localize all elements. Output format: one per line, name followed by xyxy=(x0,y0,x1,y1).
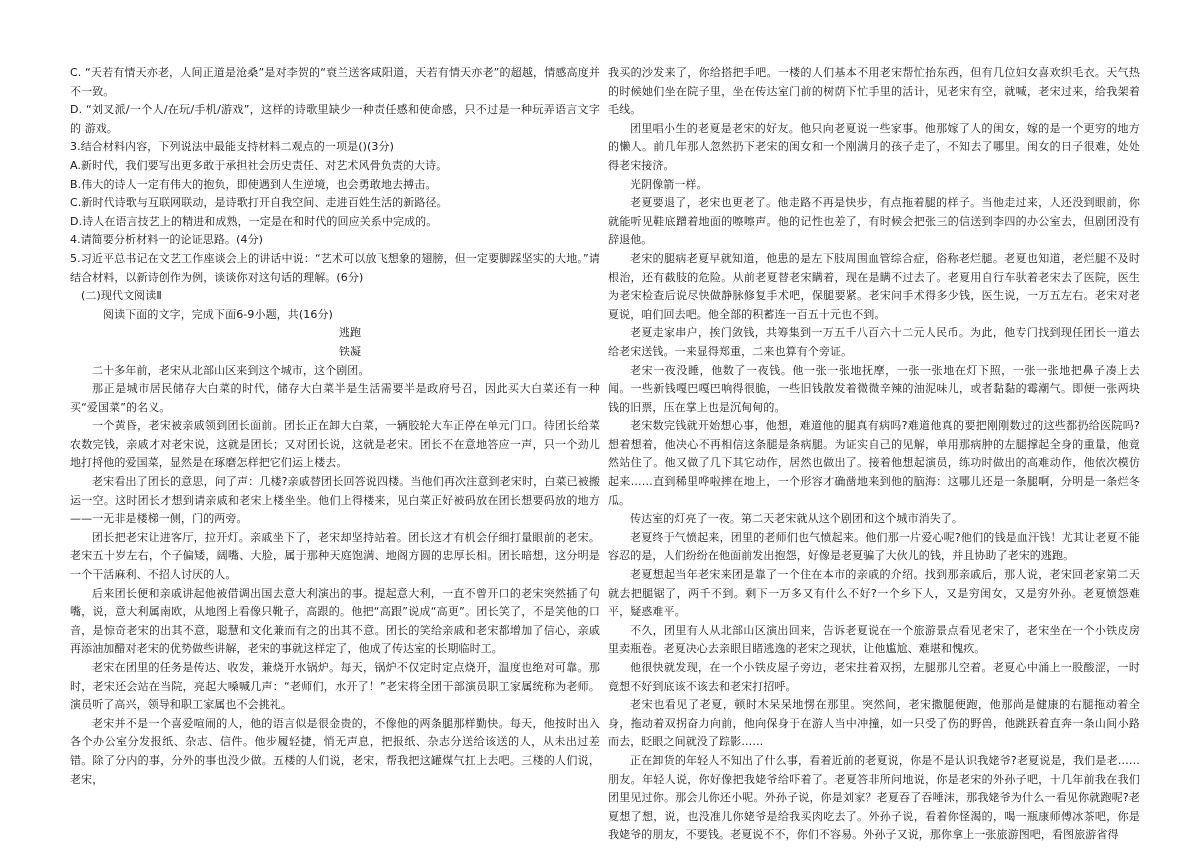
story-paragraph: 不久，团里有人从北部山区演出回来，告诉老夏说在一个旅游景点看见老宋了，老宋坐在一个小铁皮房里卖瓶卷。老夏决心去亲眼目睹逃逸的老宋之现状，让他尴尬、难堪和愧疚。 xyxy=(608,623,1140,656)
question-3-option-a: A.新时代，我们要写出更多敢于承担社会历史责任、对艺术风骨负责的大诗。 xyxy=(70,158,448,172)
question-3-option-b: B.伟大的诗人一定有伟大的抱负，即使遇到人生逆境，也会勇敢地去搏击。 xyxy=(70,177,437,191)
question-3-option-d: D.诗人在语言技艺上的精进和成熟，一定是在和时代的回应关系中完成的。 xyxy=(70,214,438,228)
right-column xyxy=(608,64,1140,845)
story-paragraph: 老宋数完钱就开始想心事，他想，难道他的腿真有病吗?难道他真的要把刚刚数过的这些都扔给医院吗?想着想着，他决心不再相信这条腿是条病腿。为证实自己的见解，单用那病肿的左腿撑起全身的重量，他竟然站住了。他又做了几下其它动作，居然也做出了。接着他想起演员，练功时做出的高难动作，他依次模仿起来……直到稀里哗啦摔在地上，一个形容才确凿地来到他的脑海：这哪儿还是一条腿啊，分明是一条烂冬瓜。 xyxy=(608,419,1140,507)
story-author: 铁凝 xyxy=(338,344,362,358)
story-paragraph: 老宋也看见了老夏，顿时木呆呆地愣在那里。突然间，老宋撒腿便跑，他那尚是健康的右腿拖动着全身，拖动着双拐奋力向前，他向保身于在游人当中冲撞，如一只受了伤的野兽，他跳跃着直奔一条山间小路而去，眨眼之间就没了踪影…… xyxy=(608,698,1140,749)
question-3: 3.结合材料内容，下列说法中最能支持材料二观点的一项是()(3分) xyxy=(70,140,394,154)
story-paragraph: 老夏想起当年老宋来团是靠了一个住在本市的亲戚的介绍。找到那亲戚后，那人说，老宋回老家第二天就去把腿锯了，两千不到。剩下一万多又有什么不好?一个乡下人，又是穷闺女，又是穷外孙。老夏愤怨难平，疑惑难平。 xyxy=(608,568,1140,619)
story-paragraph: 他很快就发现，在一个小铁皮屋子旁边，老宋拄着双拐，左腿那儿空着。老夏心中涌上一股酸涩，一时竟想不好到底该不该去和老宋打招呼。 xyxy=(608,661,1140,693)
story-paragraph: 老夏要退了，老宋也更老了。他走路不再是快步，有点拖着腿的样子。当他走过来，人还没到眼前，你就能听见鞋底蹭着地面的嚓嚓声。他的记性也差了，有时候会把张三的信送到李四的办公室去，但剧团没有辞退他。 xyxy=(608,196,1140,247)
story-paragraph: 后来团长便和亲戚讲起他被借调出国去意大利演出的事。提起意大利，一直不曾开口的老宋突然插了句嘴，说，意大利属南欧，从地图上看像只靴子，高跟的。他把“高跟”说成“高更”。团长笑了，不是笑他的口音，是惊奇老宋的出其不意，聪慧和文化兼而有之的出其不意。团长的笑给亲戚和老宋都增加了信心，亲戚再添油加醋对老宋的优势做些讲解，老宋的事就这样定了，他成了传达室的长期临时工。 xyxy=(70,586,600,656)
story-paragraph: 老宋在团里的任务是传达、收发，兼烧开水锅炉。每天，锅炉不仅定时定点烧开，温度也绝对可靠。那时，老宋还会站在当院，亮起大嗓喊几声：“老师们，水开了！”老宋将全团干部演员职工家属统称为老师。演员听了高兴，领导和职工家属也不会挑礼。 xyxy=(70,661,600,712)
story-title: 逃跑 xyxy=(338,326,362,340)
story-paragraph: 老夏走家串户，挨门敛钱，共筹集到一万五千八百六十二元人民币。为此，他专门找到现任团长一道去给老宋送钱。一来显得郑重，二来也算有个旁证。 xyxy=(608,326,1140,358)
story-paragraph: 老宋一夜没睡，他数了一夜钱。他一张一张地抚摩，一张一张地在灯下照，一张一张地把鼻子凑上去闻。一些新钱嘎巴嘎巴响得很脆，一些旧钱散发着微微辛辣的油泥味儿，或者黏黏的霉潮气。即便一张两块钱的旧票，压在掌上也是沉甸甸的。 xyxy=(608,363,1140,414)
story-paragraph: 二十多年前，老宋从北部山区来到这个城市，这个剧团。 xyxy=(92,363,370,377)
story-paragraph: 传达室的灯亮了一夜。第二天老宋就从这个剧团和这个城市消失了。 xyxy=(630,512,963,526)
question-3-option-c: C.新时代诗歌与互联网联动，是诗歌打开自我空间、走进百姓生活的新路径。 xyxy=(70,196,448,210)
section-heading: (二)现代文阅读Ⅱ xyxy=(81,289,162,303)
story-paragraph: 老夏终于气愤起来，团里的老师们也气愤起来。他们那一片爱心呢?他们的钱是血汗钱！尤其让老夏不能容忍的是，人们纷纷在他面前发出抱怨，好像是老夏骗了大伙儿的钱，并且协助了老宋的逃跑。 xyxy=(608,530,1140,563)
left-column xyxy=(70,64,600,789)
story-paragraph: 团里唱小生的老夏是老宋的好友。他只向老夏说一些家事。他那嫁了人的闺女，嫁的是一个更穷的地方的懒人。前几年那人忽然扔下老宋的闺女和一个刚满月的孩子走了，不知去了哪里。闺女的日子很难，处处得老宋接济。 xyxy=(608,121,1140,172)
story-paragraph: 老宋看出了团长的意思，问了声：几楼?亲戚替团长回答说四楼。当他们再次注意到老宋时，白菜已被搬运一空。这时团长才想到请亲戚和老宋上楼坐坐。他们上得楼来，见白菜正好被码放在团长想要码放的地方——一无非是楼梯一侧，门的两旁。 xyxy=(70,475,600,526)
story-paragraph: 那正是城市居民储存大白菜的时代，储存大白菜半是生活需要半是政府号召，因此买大白菜还有一种买“爱国菜”的名义。 xyxy=(70,382,600,414)
story-paragraph: 光阴像箭一样。 xyxy=(630,177,708,191)
option-d-text: D. “刘叉派/一个人/在玩/手机/游戏”，这样的诗歌里缺少一种责任感和使命感，只不过是一种玩弄语言文字的 游戏。 xyxy=(70,103,600,135)
story-paragraph: 团长把老宋让进客厅，拉开灯。亲戚坐下了，老宋却坚持站着。团长这才有机会仔细打量眼前的老宋。老宋五十岁左右，个子偏矮，阔嘴、大脸，属于那种天庭饱满、地阁方圆的忠厚长相。团长暗想，这分明是一个干活麻利、不招人讨厌的人。 xyxy=(70,530,600,582)
story-paragraph: 老宋并不是一个喜爱喧闹的人，他的语言似是很金贵的，不像他的两条腿那样勤快。每天，他按时出入各个办公室分发报纸、杂志、信件。他步履轻捷，悄无声息，把报纸、杂志分送给该送的人，从未出过差错。除了分内的事，分外的事也没少做。五楼的人们说，老宋，帮我把这罐煤气扛上去吧。三楼的人们说，老宋， xyxy=(70,716,600,786)
question-4: 4.请简要分析材料一的论证思路。(4分) xyxy=(70,233,264,247)
section-instructions: 阅读下面的文字，完成下面6-9小题，共(16分) xyxy=(103,307,333,321)
story-paragraph: 正在卸货的年轻人不知出了什么事，看着近前的老夏说，你是不是认识我姥爷?老夏说是，我们是老……朋友。年轻人说，你好像把我姥爷给吓着了。老夏答非所问地说，你是老宋的外孙子吧，十几年前我在我们团里见过你。那会儿你还小呢。外孙子说，你是刘家？老夏吞了吞唾沫，那我姥爷为什么一看见你就跑呢?老夏想了想，说，也没准儿你姥爷是给我买肉吃去了。外孙子说，看着你怪渴的，喝一瓶康师傅冰茶吧，你是我姥爷的朋友，不要钱。老夏说不不，你们不容易。外孙子又说，那你拿上一张旅游图吧，看图旅游省得 xyxy=(608,753,1140,842)
question-5: 5.习近平总书记在文艺工作座谈会上的讲话中说：“艺术可以放飞想象的翅膀，但一定要脚踩坚实的大地。”请结合材料，以新诗创作为例，谈谈你对这句话的理解。(6分) xyxy=(70,251,600,284)
option-c-text: C. “天若有情天亦老，人间正道是沧桑”是对李贺的“衰兰送客咸阳道，天若有情天亦老”的超越，情感高度并不一致。 xyxy=(70,66,600,98)
story-paragraph: 一个黄昏，老宋被亲戚领到团长面前。团长正在卸大白菜，一辆胶轮大车正停在单元门口。待团长给菜农数完钱，亲戚才对老宋说，这就是团长；又对团长说，这就是老宋。团长不在意地答应一声，只一个劲儿地打捋他的爱国菜，显然是在琢磨怎样把它们运上楼去。 xyxy=(70,419,600,470)
story-paragraph: 老宋的腿病老夏早就知道，他患的是左下肢周围血管综合症，俗称老烂腿。老夏也知道，老烂腿不及时根治，还有截肢的危险。从前老夏替老宋瞒着，现在是瞒不过去了。老夏用自行车驮着老宋去了医院，医生为老宋检查后说尽快做静脉修复手术吧，保腿要紧。老宋问手术得多少钱，医生说，一万五左右。老宋对老夏说，咱们回去吧。他全部的积蓄连一百五十元也不到。 xyxy=(608,251,1140,321)
story-paragraph: 我买的沙发来了，你给搭把手吧。一楼的人们基本不用老宋帮忙抬东西，但有几位妇女喜欢织毛衣。天气热的时候她们坐在院子里，坐在传达室门前的树荫下忙手里的活计，见老宋有空，就喊，老宋过来，给我架着毛线。 xyxy=(608,66,1140,117)
